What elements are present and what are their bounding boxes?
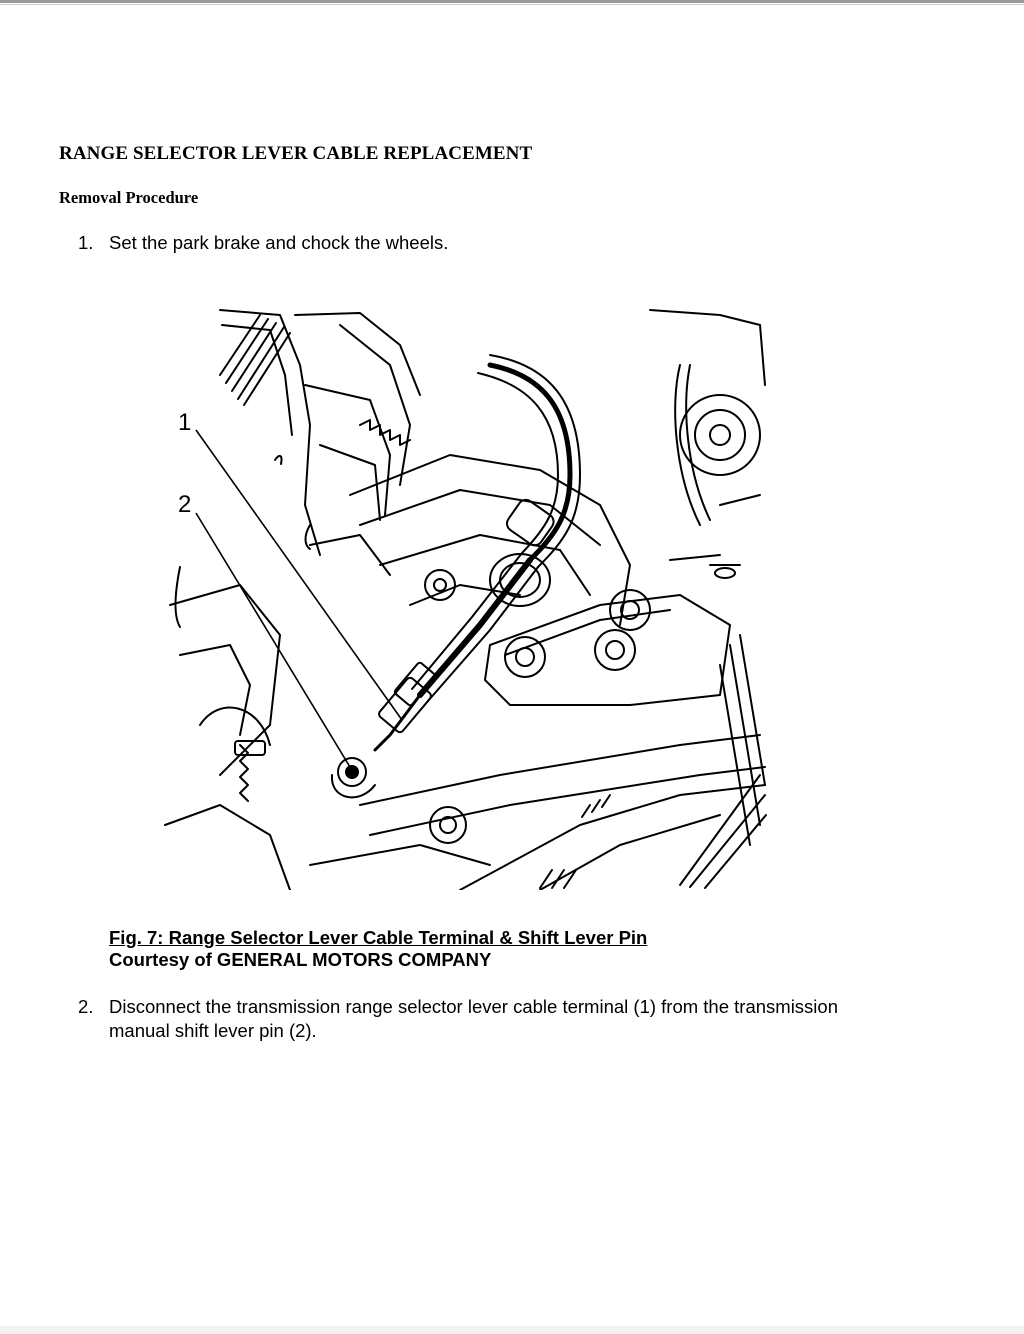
step-1-number: 1. (78, 232, 94, 253)
section-title: Removal Procedure (59, 188, 199, 207)
figure-svg (160, 305, 768, 890)
figure-courtesy: Courtesy of GENERAL MOTORS COMPANY (109, 949, 492, 970)
page-bottom-edge (0, 1326, 1024, 1334)
callout-2: 2 (178, 491, 192, 518)
page-top-border-shadow (0, 4, 1024, 5)
step-2 (78, 995, 938, 1043)
page-top-border (0, 0, 1024, 3)
step-2-text-line-1: Disconnect the transmission range selector lever cable terminal (1) from the transmission (109, 996, 838, 1017)
step-2-text (109, 995, 838, 1043)
technical-illustration (160, 305, 768, 890)
step-1 (78, 231, 778, 255)
figure-caption-title: Fig. 7: Range Selector Lever Cable Terminal & Shift Lever Pin (109, 927, 648, 948)
step-2-text-line-2: manual shift lever pin (2). (109, 1020, 317, 1041)
step-1-text: Set the park brake and chock the wheels. (109, 232, 449, 253)
figure-caption (109, 927, 647, 971)
step-2-number: 2. (78, 996, 94, 1017)
callout-1: 1 (178, 409, 192, 436)
document-title: RANGE SELECTOR LEVER CABLE REPLACEMENT (59, 143, 533, 164)
